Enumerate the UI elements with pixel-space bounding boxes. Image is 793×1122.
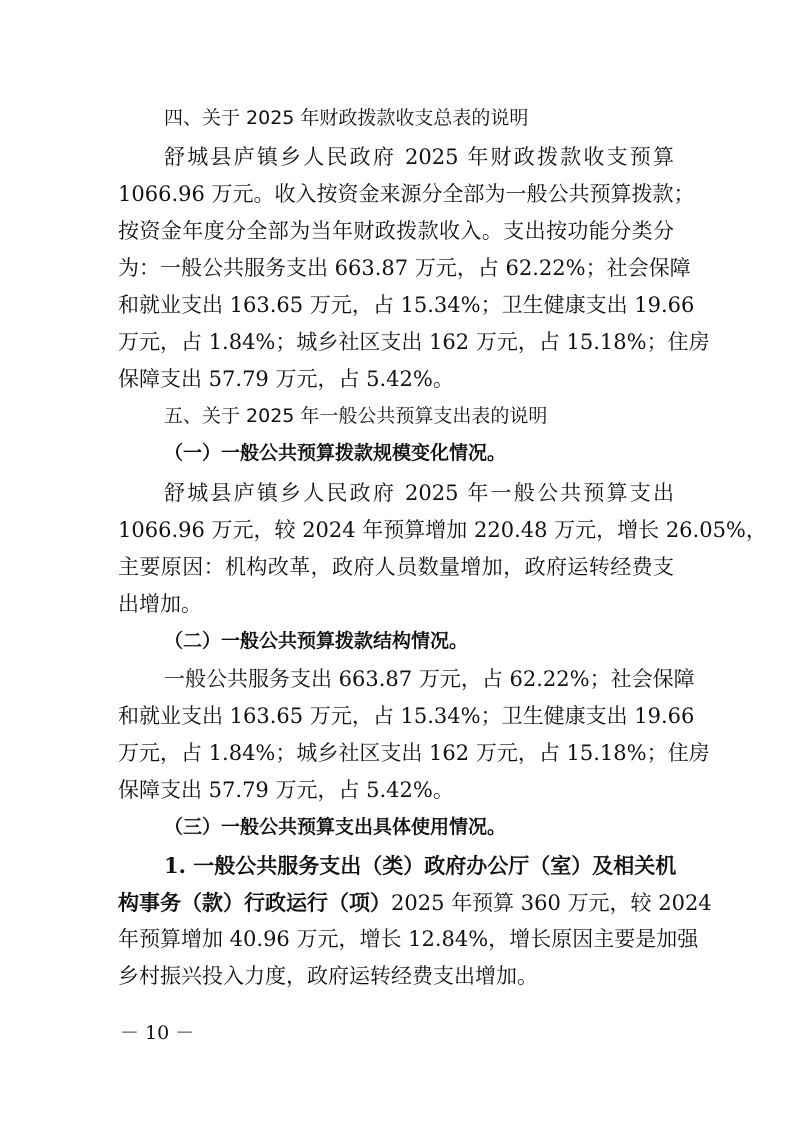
paragraph-line: 万元，占 1.84%；城乡社区支出 162 万元，占 15.18%；住房 <box>118 330 710 354</box>
paragraph-line: 为：一般公共服务支出 663.87 万元，占 62.22%；社会保障 <box>118 256 691 280</box>
item-1-title-continuation: 构事务（款）行政运行（项） <box>118 890 391 915</box>
section-4-heading: 四、关于 2025 年财政拨款收支总表的说明 <box>164 107 529 129</box>
paragraph-line: 舒城县庐镇乡人民政府 2025 年一般公共预算支出 <box>164 481 674 505</box>
page-number: － 10 － <box>120 1022 195 1044</box>
subsection-1-heading: （一）一般公共预算拨款规模变化情况。 <box>164 442 507 464</box>
paragraph-line: 出增加。 <box>118 592 202 616</box>
paragraph-line: 按资金年度分全部为当年财政拨款收入。支出按功能分类分 <box>118 219 674 243</box>
paragraph-line: 万元，占 1.84%；城乡社区支出 162 万元，占 15.18%；住房 <box>118 741 710 765</box>
paragraph-line: 舒城县庐镇乡人民政府 2025 年财政拨款收支预算 <box>164 145 674 169</box>
paragraph-line: 一般公共服务支出 663.87 万元，占 62.22%；社会保障 <box>164 667 695 691</box>
item-1-budget-text: 2025 年预算 360 万元，较 2024 <box>391 891 712 915</box>
paragraph-line: 保障支出 57.79 万元，占 5.42%。 <box>118 778 454 802</box>
paragraph-line: 和就业支出 163.65 万元，占 15.34%；卫生健康支出 19.66 <box>118 704 695 728</box>
paragraph-line: 保障支出 57.79 万元，占 5.42%。 <box>118 367 454 391</box>
subsection-3-heading: （三）一般公共预算支出具体使用情况。 <box>164 816 507 838</box>
paragraph-line: 1066.96 万元。收入按资金来源分全部为一般公共预算拨款； <box>118 182 695 206</box>
paragraph-line: 乡村振兴投入力度，政府运转经费支出增加。 <box>118 964 538 988</box>
paragraph-line: 主要原因：机构改革，政府人员数量增加，政府运转经费支 <box>118 555 674 579</box>
paragraph-line: 和就业支出 163.65 万元，占 15.34%；卫生健康支出 19.66 <box>118 293 695 317</box>
section-5-heading: 五、关于 2025 年一般公共预算支出表的说明 <box>164 405 548 427</box>
item-1-line <box>118 888 712 918</box>
paragraph-line: 年预算增加 40.96 万元，增长 12.84%，增长原因主要是加强 <box>118 927 699 951</box>
paragraph-line: 1066.96 万元，较 2024 年预算增加 220.48 万元，增长 26.05%， <box>118 518 767 542</box>
subsection-2-heading: （二）一般公共预算拨款结构情况。 <box>164 630 469 652</box>
item-1-title-line: 1. 一般公共服务支出（类）政府办公厅（室）及相关机 <box>164 853 677 878</box>
